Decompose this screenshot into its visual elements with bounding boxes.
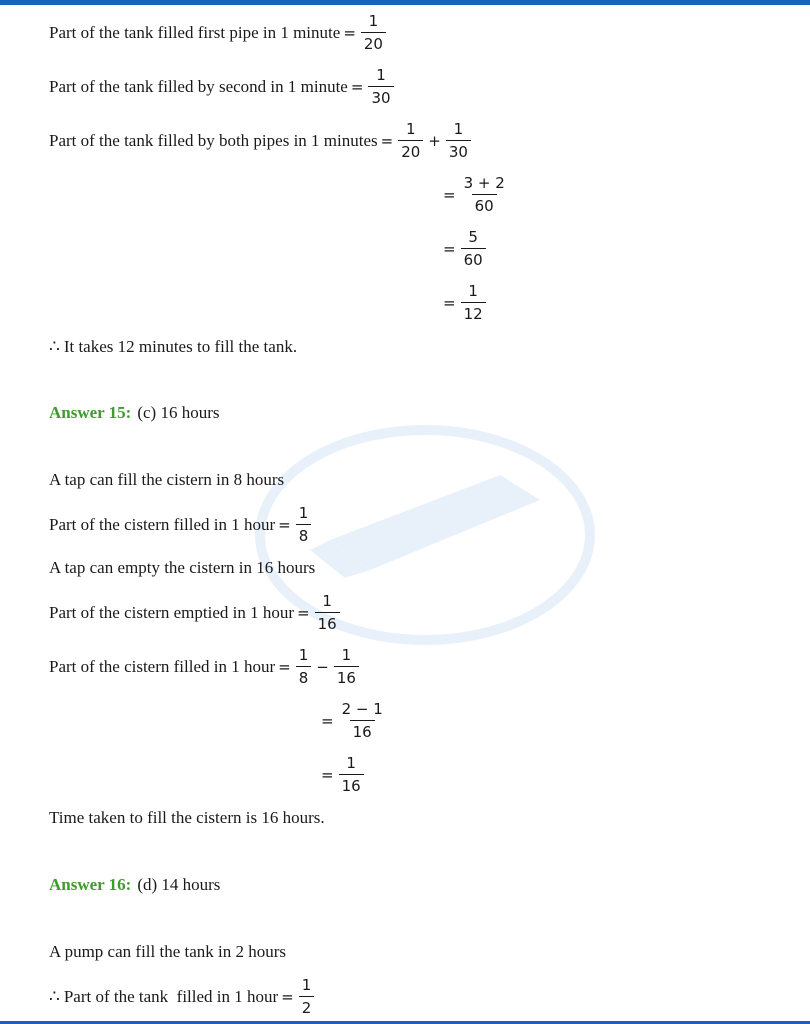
answer-label: Answer 16: xyxy=(49,875,132,894)
numerator: 1 xyxy=(368,12,379,30)
numerator: 1 xyxy=(322,592,332,610)
denominator: 30 xyxy=(446,140,471,161)
equals-sign: = xyxy=(278,657,291,676)
therefore-symbol: ∴ xyxy=(49,337,60,356)
line-text: Part of the cistern filled in 1 hour xyxy=(49,514,276,534)
line-part-emptied-1-hour xyxy=(49,592,342,633)
answer-16-heading xyxy=(49,875,220,895)
equals-sign: = xyxy=(343,23,356,42)
numerator: 1 xyxy=(298,504,309,522)
line-text: A tap can empty the cistern in 16 hours xyxy=(49,558,316,577)
line-text: A tap can fill the cistern in 8 hours xyxy=(49,470,285,489)
denominator: 20 xyxy=(398,140,423,161)
numerator: 1 xyxy=(376,66,386,84)
equals-sign: = xyxy=(321,765,334,784)
line-step-one-twelfth xyxy=(440,282,488,323)
fraction xyxy=(296,646,312,687)
fraction xyxy=(461,174,508,215)
fraction xyxy=(339,754,364,795)
numerator: 2 − 1 xyxy=(341,700,383,718)
answer-option: (c) 16 hours xyxy=(137,403,220,422)
line-text: Part of the tank filled by both pipes in 1 minutes xyxy=(49,130,378,150)
denominator: 30 xyxy=(368,86,393,107)
equals-sign: = xyxy=(443,293,456,312)
line-step-one-sixteenth xyxy=(318,754,366,795)
line-tap-fill-8-hours xyxy=(49,470,284,490)
numerator: 3 + 2 xyxy=(463,174,505,192)
line-part-tank-filled-1-hour xyxy=(49,976,316,1017)
line-conclusion-16-hours xyxy=(49,808,325,828)
line-step-sum xyxy=(440,174,510,215)
fraction xyxy=(368,66,393,107)
denominator: 8 xyxy=(296,524,312,545)
line-text: It takes 12 minutes to fill the tank. xyxy=(63,337,298,356)
fraction xyxy=(339,700,386,741)
top-accent-bar xyxy=(0,0,810,5)
denominator: 16 xyxy=(315,612,340,633)
equals-sign: = xyxy=(443,185,456,204)
minus-sign: − xyxy=(316,657,329,676)
equals-sign: = xyxy=(380,131,394,150)
fraction xyxy=(461,282,486,323)
fraction xyxy=(299,976,315,1017)
line-step-difference xyxy=(318,700,388,741)
fraction xyxy=(334,646,359,687)
line-text: Part of the tank filled in 1 hour xyxy=(63,986,279,1006)
numerator: 1 xyxy=(453,120,464,138)
numerator: 1 xyxy=(298,646,309,664)
denominator: 20 xyxy=(361,32,386,53)
equals-sign: = xyxy=(321,711,334,730)
line-step-five-sixtieths xyxy=(440,228,488,269)
line-part-filled-1-hour xyxy=(49,504,313,545)
denominator: 16 xyxy=(350,720,375,741)
denominator: 2 xyxy=(299,996,315,1017)
denominator: 8 xyxy=(296,666,312,687)
denominator: 60 xyxy=(472,194,497,215)
therefore-symbol: ∴ xyxy=(49,986,60,1006)
line-tap-empty-16-hours xyxy=(49,558,315,578)
equals-sign: = xyxy=(350,77,364,96)
answer-15-heading xyxy=(49,403,219,423)
fraction xyxy=(361,12,386,53)
line-part-second-pipe xyxy=(49,66,396,107)
line-text: Part of the tank filled first pipe in 1 minute xyxy=(49,22,341,42)
line-part-first-pipe xyxy=(49,12,388,53)
answer-option: (d) 14 hours xyxy=(137,875,221,894)
line-net-filled-1-hour xyxy=(49,646,361,687)
numerator: 1 xyxy=(346,754,356,772)
fraction xyxy=(446,120,471,161)
line-text: Part of the cistern filled in 1 hour xyxy=(49,656,276,676)
denominator: 60 xyxy=(461,248,486,269)
numerator: 5 xyxy=(468,228,478,246)
line-text: Time taken to fill the cistern is 16 hours. xyxy=(49,808,325,827)
equals-sign: = xyxy=(278,515,291,534)
line-part-both-pipes xyxy=(49,120,473,161)
numerator: 1 xyxy=(405,120,416,138)
line-text: Part of the tank filled by second in 1 minute xyxy=(49,76,348,96)
fraction xyxy=(296,504,312,545)
answer-label: Answer 15: xyxy=(49,403,132,422)
equals-sign: = xyxy=(281,987,294,1006)
equals-sign: = xyxy=(443,239,456,258)
numerator: 1 xyxy=(341,646,352,664)
numerator: 1 xyxy=(468,282,478,300)
line-conclusion-12-minutes xyxy=(49,337,297,357)
plus-sign: + xyxy=(428,131,441,150)
equals-sign: = xyxy=(297,603,310,622)
fraction xyxy=(461,228,486,269)
denominator: 12 xyxy=(461,302,486,323)
line-text: A pump can fill the tank in 2 hours xyxy=(49,942,287,961)
line-pump-fill-2-hours xyxy=(49,942,286,962)
numerator: 1 xyxy=(301,976,312,994)
fraction xyxy=(315,592,340,633)
line-text: Part of the cistern emptied in 1 hour xyxy=(49,602,295,622)
denominator: 16 xyxy=(334,666,359,687)
fraction xyxy=(398,120,423,161)
denominator: 16 xyxy=(339,774,364,795)
